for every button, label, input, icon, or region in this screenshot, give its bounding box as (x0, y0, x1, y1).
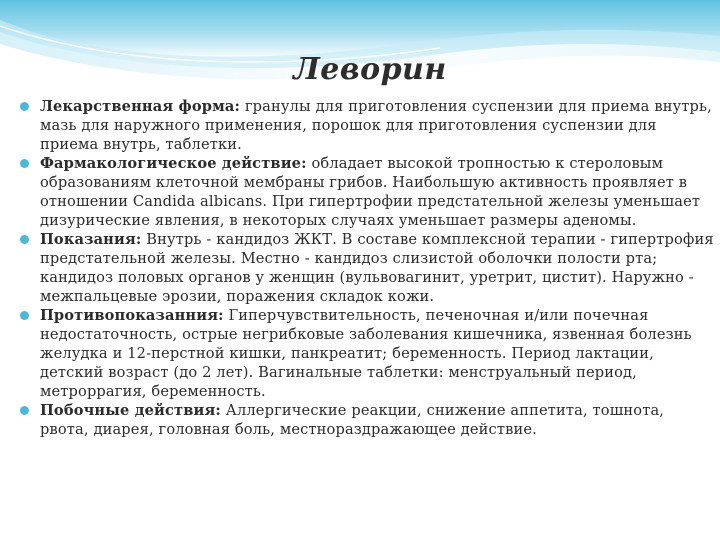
item-term: Противопоказанния: (40, 307, 224, 324)
item-text: обладает высокой тропностью к стероловым образованиям клеточной мембраны грибов. Наибольшую активность проявляет в отношении Candida albicans. При гипертрофии предстательной железы уменьшает дизурические явления, в некоторых случаях уменьшает размеры аденомы. (40, 155, 701, 229)
list-item-contraindications (20, 306, 716, 401)
item-text: гранулы для приготовления суспензии для приема внутрь, мазь для наружного применения, порошок для приготовления суспензии для приема внутрь, таблетки. (40, 98, 712, 153)
bullet-icon (20, 311, 29, 320)
item-term: Побочные действия: (40, 402, 221, 419)
item-term: Показания: (40, 231, 142, 248)
list-item-pharmacology (20, 154, 716, 230)
list-item-indications (20, 230, 716, 306)
list-item-side-effects (20, 401, 716, 439)
bullet-icon (20, 159, 29, 168)
item-text: Внутрь - кандидоз ЖКТ. В составе комплексной терапии - гипертрофия предстательной железы. Местно - кандидоз слизистой оболочки полости рта; кандидоз половых органов у женщин (вульвовагинит, уретрит, цистит). Наружно - межпальцевые эрозии, поражения складок кожи. (40, 231, 714, 305)
item-term: Фармакологическое действие: (40, 155, 307, 172)
item-term: Лекарственная форма: (40, 98, 241, 115)
slide-title: Леворин (293, 52, 447, 87)
list-item-dosage-form (20, 97, 716, 154)
bullet-icon (20, 406, 29, 415)
bullet-icon (20, 102, 29, 111)
bullet-icon (20, 235, 29, 244)
item-text: Гиперчувствительность, печеночная и/или почечная недостаточность, острые негрибковые заболевания кишечника, язвенная болезнь желудка и 12-перстной кишки, панкреатит; беременность. Период лактации, детский возраст (до 2 лет). Вагинальные таблетки: менструальный период, метроррагия, беременность. (40, 307, 692, 400)
drug-info-list (20, 97, 716, 439)
item-text: Аллергические реакции, снижение аппетита, тошнота, рвота, диарея, головная боль, местнораздражающее действие. (40, 402, 665, 438)
